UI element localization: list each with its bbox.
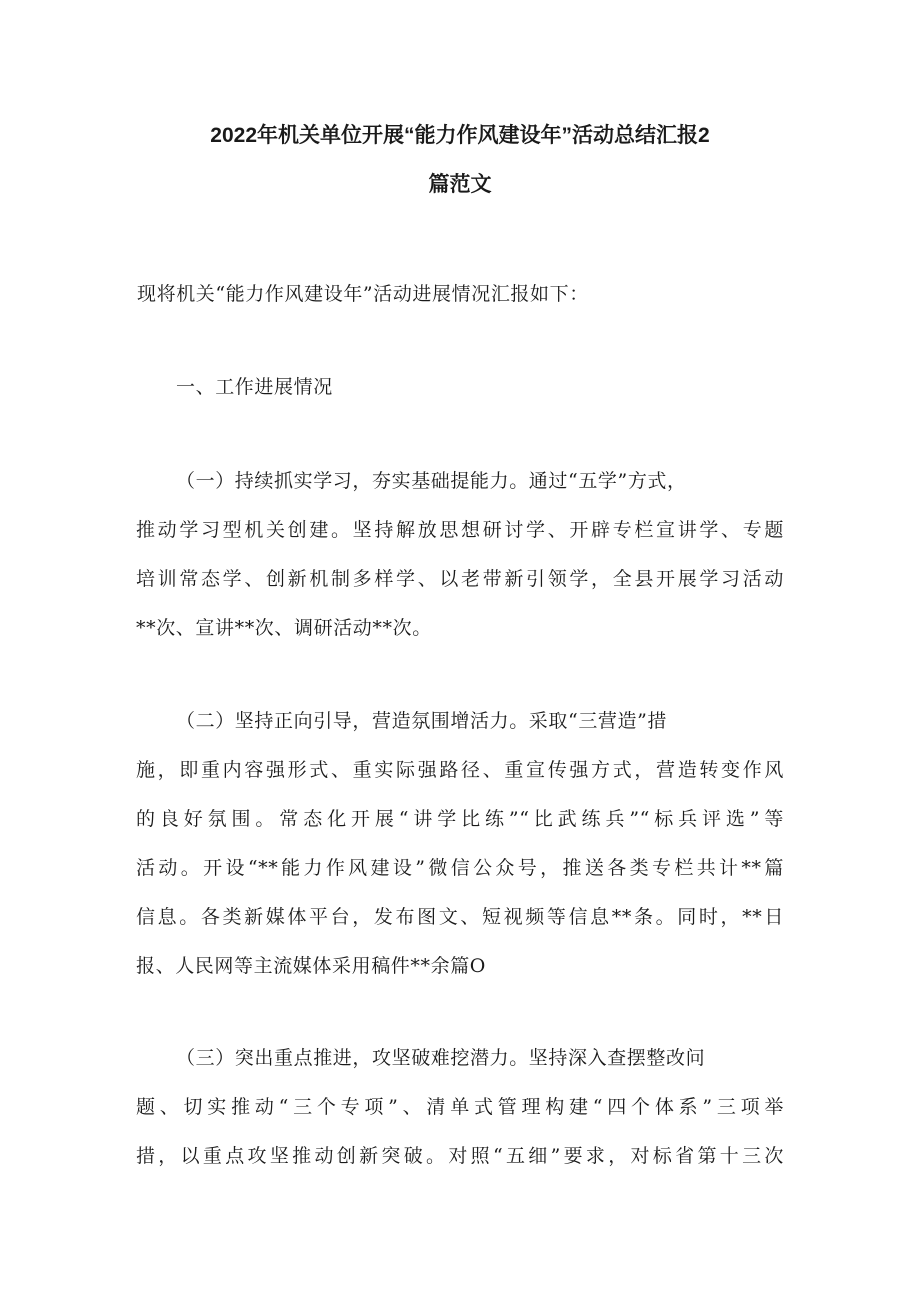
paragraph-line: 活动。开设“**能力作风建设”微信公众号，推送各类专栏共计**篇 <box>136 857 784 879</box>
intro-paragraph: 现将机关“能力作风建设年”活动进展情况汇报如下： <box>137 283 589 305</box>
paragraph-line: 报、人民网等主流媒体采用稿件**余篇O <box>136 955 486 977</box>
paragraph-line: 题、切实推动“三个专项”、清单式管理构建“四个体系”三项举 <box>136 1096 784 1118</box>
paragraph-line: 培训常态学、创新机制多样学、以老带新引领学，全县开展学习活动 <box>136 568 784 590</box>
paragraph-line: （三）突出重点推进，攻坚破难挖潜力。坚持深入查摆整改问 <box>176 1047 706 1069</box>
section-heading: 一、工作进展情况 <box>176 376 333 398</box>
document-title-line-2: 篇范文 <box>428 173 492 196</box>
paragraph-line: 推动学习型机关创建。坚持解放思想研讨学、开辟专栏宣讲学、专题 <box>136 519 784 541</box>
paragraph-line: **次、宣讲**次、调研活动**次。 <box>136 617 432 639</box>
paragraph-line: 施，即重内容强形式、重实际强路径、重宣传强方式，营造转变作风 <box>136 759 784 781</box>
paragraph-line: 的良好氛围。常态化开展“讲学比练”“比武练兵”“标兵评选”等 <box>136 808 784 830</box>
paragraph-line: 措，以重点攻坚推动创新突破。对照“五细”要求，对标省第十三次 <box>136 1145 784 1167</box>
document-title-line-1: 2022年机关单位开展“能力作风建设年”活动总结汇报2 <box>210 124 710 147</box>
paragraph-line: （一）持续抓实学习，夯实基础提能力。通过“五学”方式， <box>176 470 687 492</box>
paragraph-line: （二）坚持正向引导，营造氛围增活力。采取“三营造”措 <box>176 710 668 732</box>
paragraph-line: 信息。各类新媒体平台，发布图文、短视频等信息**条。同时，**日 <box>136 906 784 928</box>
